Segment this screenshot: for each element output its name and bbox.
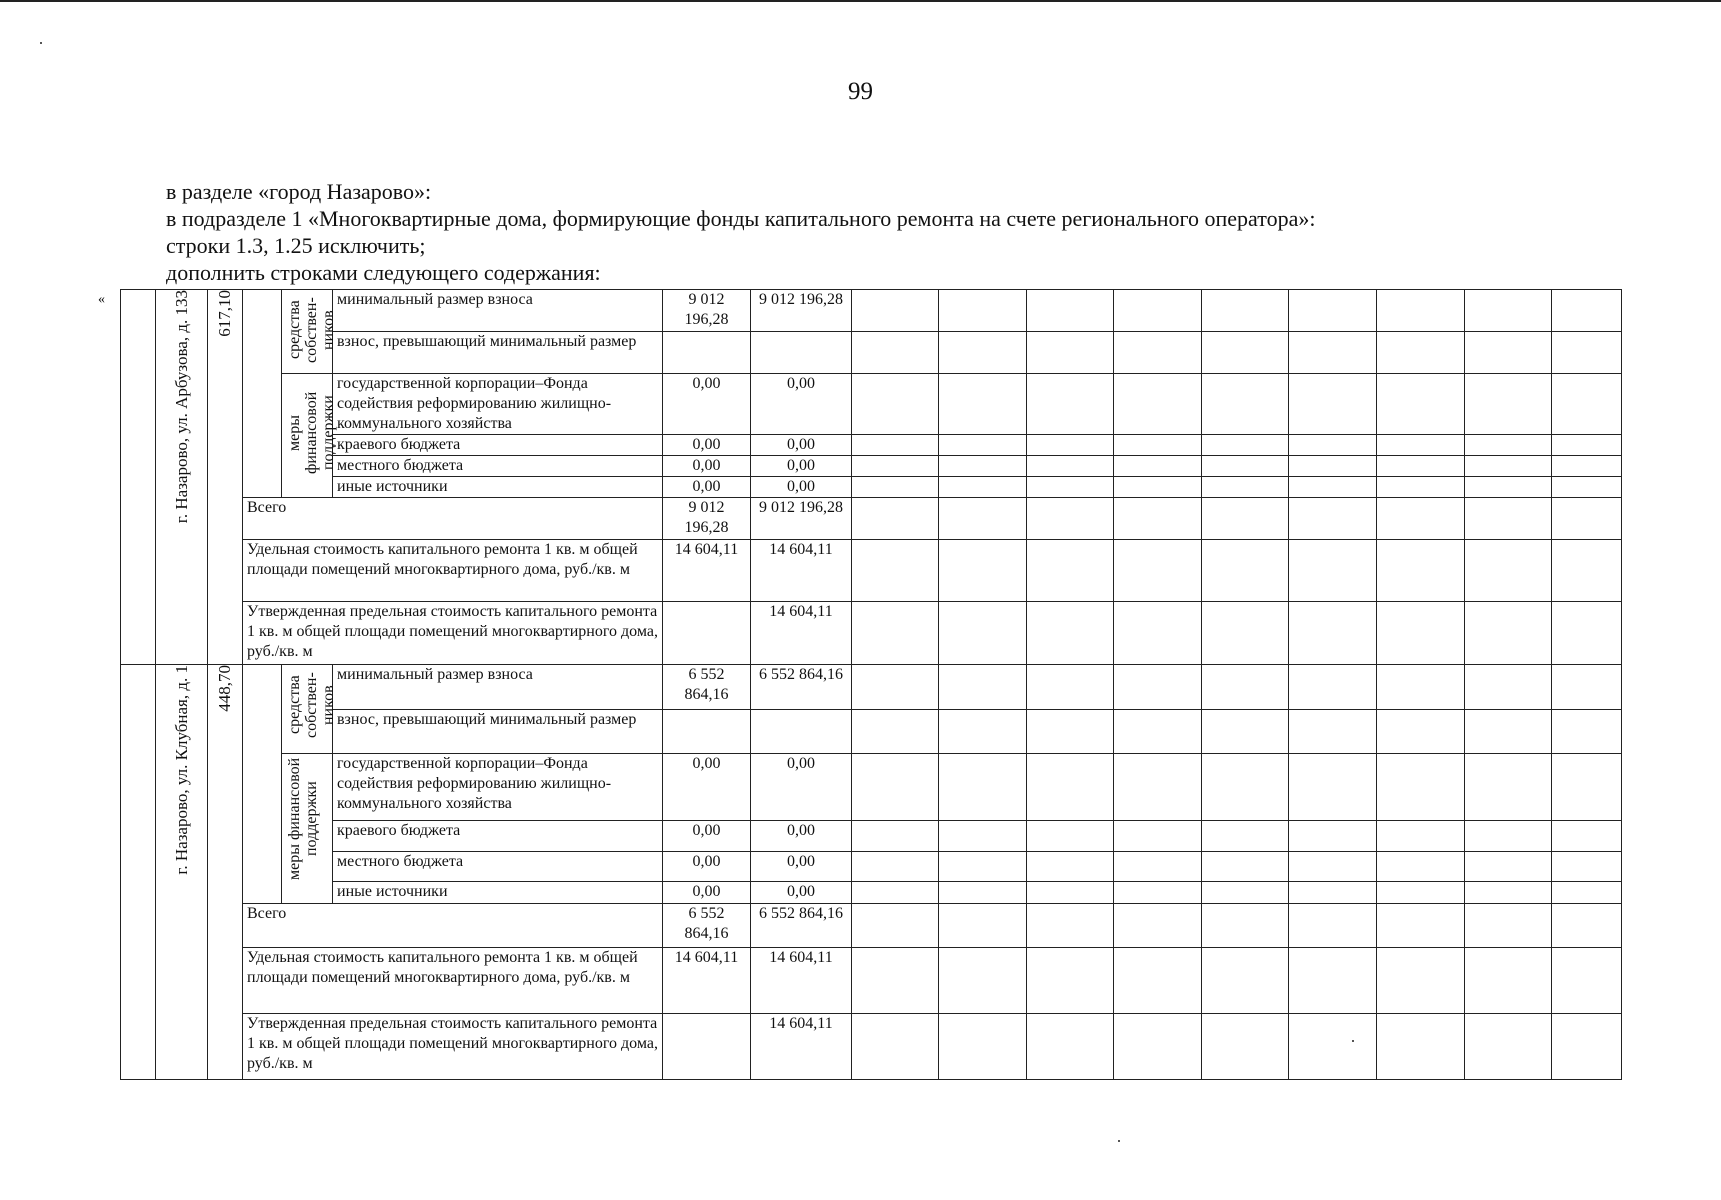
- value-cell: 14 604,11: [751, 602, 852, 665]
- scan-dot: [40, 42, 42, 44]
- value-cell: 0,00: [751, 374, 852, 435]
- empty-cell: [852, 821, 939, 852]
- empty-cell: [852, 1014, 939, 1080]
- empty-cell: [939, 456, 1027, 477]
- empty-cell: [1114, 290, 1202, 332]
- empty-cell: [1377, 540, 1465, 602]
- table-row: [121, 477, 1622, 498]
- empty-cell: [1027, 602, 1114, 665]
- empty-cell: [1202, 852, 1289, 882]
- row-label: Всего: [243, 498, 663, 540]
- empty-cell: [1114, 374, 1202, 435]
- page-number: 99: [848, 78, 873, 105]
- support-measures-group: меры финансовой поддержки: [282, 374, 333, 498]
- empty-cell: [1202, 498, 1289, 540]
- table-row: [121, 904, 1622, 948]
- empty-cell: [1289, 904, 1377, 948]
- empty-cell: [939, 665, 1027, 710]
- house-address: г. Назарово, ул. Клубная, д. 1: [156, 665, 208, 1080]
- empty-cell: [1202, 477, 1289, 498]
- empty-cell: [852, 374, 939, 435]
- empty-cell: [1114, 821, 1202, 852]
- house-area: 448,70: [208, 665, 243, 1080]
- empty-cell: [1027, 477, 1114, 498]
- empty-cell: [1552, 540, 1622, 602]
- table-row: [121, 290, 1622, 332]
- row-label: иные источники: [333, 882, 663, 904]
- empty-cell: [1377, 665, 1465, 710]
- row-label: Утвержденная предельная стоимость капитального ремонта 1 кв. м общей площади помещений многоквартирного дома, руб./кв. м: [243, 1014, 663, 1080]
- empty-cell: [1465, 665, 1552, 710]
- empty-cell: [1465, 435, 1552, 456]
- empty-cell: [1289, 948, 1377, 1014]
- empty-cell: [1289, 754, 1377, 821]
- empty-cell: [1552, 332, 1622, 374]
- value-cell: 0,00: [751, 852, 852, 882]
- value-cell: 0,00: [751, 821, 852, 852]
- open-quote-mark: «: [98, 292, 105, 307]
- empty-cell: [1202, 290, 1289, 332]
- empty-cell: [1027, 821, 1114, 852]
- empty-cell: [1377, 498, 1465, 540]
- empty-cell: [1377, 1014, 1465, 1080]
- value-cell: 14 604,11: [751, 540, 852, 602]
- value-cell: 0,00: [751, 754, 852, 821]
- value-cell: [663, 602, 751, 665]
- table-row: [121, 332, 1622, 374]
- row-label: государственной корпорации–Фонда содействия реформированию жилищно-коммунального хозяйства: [333, 754, 663, 821]
- empty-cell: [1552, 710, 1622, 754]
- value-cell: 0,00: [751, 456, 852, 477]
- empty-cell: [852, 602, 939, 665]
- value-cell: 9 012 196,28: [751, 498, 852, 540]
- empty-cell: [1377, 435, 1465, 456]
- empty-cell: [1289, 852, 1377, 882]
- empty-cell: [939, 882, 1027, 904]
- value-cell: 6 552 864,16: [751, 904, 852, 948]
- empty-cell: [1289, 882, 1377, 904]
- empty-cell: [1027, 435, 1114, 456]
- empty-cell: [939, 498, 1027, 540]
- value-cell: 0,00: [663, 477, 751, 498]
- empty-cell: [1377, 710, 1465, 754]
- empty-cell: [1027, 456, 1114, 477]
- row-label: Удельная стоимость капитального ремонта 1 кв. м общей площади помещений многоквартирного дома, руб./кв. м: [243, 540, 663, 602]
- empty-cell: [1377, 821, 1465, 852]
- empty-cell: [939, 852, 1027, 882]
- empty-cell: [1552, 456, 1622, 477]
- value-cell: 0,00: [751, 882, 852, 904]
- empty-cell: [1027, 332, 1114, 374]
- table-row: [121, 374, 1622, 435]
- empty-cell: [1114, 435, 1202, 456]
- row-label: Удельная стоимость капитального ремонта 1 кв. м общей площади помещений многоквартирного дома, руб./кв. м: [243, 948, 663, 1014]
- empty-cell: [1552, 1014, 1622, 1080]
- value-cell: 0,00: [751, 477, 852, 498]
- empty-cell: [1377, 948, 1465, 1014]
- empty-cell: [1202, 948, 1289, 1014]
- house-area: 617,10: [208, 290, 243, 665]
- row-label: Утвержденная предельная стоимость капитального ремонта 1 кв. м общей площади помещений многоквартирного дома, руб./кв. м: [243, 602, 663, 665]
- owners-funds-group: средства собствен- ников: [282, 290, 333, 374]
- empty-cell: [1377, 374, 1465, 435]
- empty-cell: [1114, 882, 1202, 904]
- value-cell: 0,00: [663, 821, 751, 852]
- value-cell: 9 012 196,28: [663, 498, 751, 540]
- empty-cell: [1377, 456, 1465, 477]
- value-cell: 6 552 864,16: [751, 665, 852, 710]
- empty-cell: [1552, 477, 1622, 498]
- empty-cell: [1114, 904, 1202, 948]
- empty-cell: [1202, 882, 1289, 904]
- empty-cell: [1027, 948, 1114, 1014]
- table-row: [121, 882, 1622, 904]
- table-row: [121, 1014, 1622, 1080]
- empty-cell: [1289, 290, 1377, 332]
- empty-cell: [1202, 665, 1289, 710]
- value-cell: [663, 1014, 751, 1080]
- empty-cell: [1027, 498, 1114, 540]
- empty-cell: [1465, 332, 1552, 374]
- value-cell: 14 604,11: [751, 1014, 852, 1080]
- intro-line: дополнить строками следующего содержания:: [166, 260, 601, 285]
- empty-cell: [1377, 904, 1465, 948]
- empty-cell: [1114, 540, 1202, 602]
- table-row: [121, 498, 1622, 540]
- empty-cell: [1465, 540, 1552, 602]
- empty-cell: [1289, 477, 1377, 498]
- empty-cell: [852, 435, 939, 456]
- empty-cell: [1202, 1014, 1289, 1080]
- empty-cell: [1552, 665, 1622, 710]
- empty-cell: [1202, 602, 1289, 665]
- empty-cell: [939, 435, 1027, 456]
- empty-cell: [1114, 852, 1202, 882]
- empty-cell: [852, 665, 939, 710]
- empty-cell: [1027, 852, 1114, 882]
- empty-cell: [1202, 904, 1289, 948]
- empty-cell: [1377, 290, 1465, 332]
- empty-cell: [1027, 754, 1114, 821]
- empty-cell: [1465, 948, 1552, 1014]
- empty-cell: [939, 710, 1027, 754]
- empty-cell: [1289, 1014, 1377, 1080]
- empty-cell: [1289, 374, 1377, 435]
- value-cell: 0,00: [663, 882, 751, 904]
- empty-cell: [939, 821, 1027, 852]
- table-row: [121, 665, 1622, 710]
- empty-cell: [1289, 498, 1377, 540]
- row-label: краевого бюджета: [333, 435, 663, 456]
- empty-cell: [852, 852, 939, 882]
- empty-cell: [1552, 852, 1622, 882]
- table-row: [121, 710, 1622, 754]
- empty-cell: [1202, 821, 1289, 852]
- table-row: [121, 821, 1622, 852]
- empty-cell: [1552, 435, 1622, 456]
- empty-cell: [852, 540, 939, 602]
- empty-cell: [1465, 498, 1552, 540]
- row-label: государственной корпорации–Фонда содействия реформированию жилищно-коммунального хозяйства: [333, 374, 663, 435]
- empty-cell: [1202, 435, 1289, 456]
- empty-cell: [939, 602, 1027, 665]
- empty-cell: [852, 332, 939, 374]
- empty-cell: [1289, 435, 1377, 456]
- row-label: взнос, превышающий минимальный размер: [333, 332, 663, 374]
- empty-cell: [1465, 882, 1552, 904]
- empty-cell: [1289, 710, 1377, 754]
- empty-cell: [1465, 477, 1552, 498]
- empty-cell: [939, 332, 1027, 374]
- empty-cell: [852, 456, 939, 477]
- value-cell: [751, 710, 852, 754]
- value-cell: 0,00: [751, 435, 852, 456]
- empty-cell: [1202, 540, 1289, 602]
- empty-cell: [1027, 374, 1114, 435]
- row-label: местного бюджета: [333, 852, 663, 882]
- empty-cell: [1027, 540, 1114, 602]
- empty-cell: [1377, 754, 1465, 821]
- support-measures-group: меры финансовой поддержки: [282, 754, 333, 904]
- empty-cell: [1289, 540, 1377, 602]
- empty-cell: [1027, 904, 1114, 948]
- empty-cell: [1202, 754, 1289, 821]
- empty-cell: [1114, 332, 1202, 374]
- row-label: взнос, превышающий минимальный размер: [333, 710, 663, 754]
- empty-cell: [939, 540, 1027, 602]
- table-row: [121, 948, 1622, 1014]
- empty-cell: [1289, 332, 1377, 374]
- value-cell: 0,00: [663, 754, 751, 821]
- empty-cell: [1377, 602, 1465, 665]
- empty-cell: [1027, 710, 1114, 754]
- empty-cell: [1202, 710, 1289, 754]
- empty-cell: [1552, 290, 1622, 332]
- row-label: местного бюджета: [333, 456, 663, 477]
- empty-cell: [1027, 665, 1114, 710]
- empty-cell: [1114, 665, 1202, 710]
- row-label: иные источники: [333, 477, 663, 498]
- empty-cell: [1465, 374, 1552, 435]
- blank-cell: [121, 665, 156, 1080]
- value-cell: 0,00: [663, 852, 751, 882]
- empty-cell: [939, 1014, 1027, 1080]
- empty-cell: [1552, 754, 1622, 821]
- empty-cell: [1377, 852, 1465, 882]
- table-row: [121, 540, 1622, 602]
- empty-cell: [1114, 477, 1202, 498]
- empty-cell: [852, 882, 939, 904]
- blank-cell: [243, 290, 282, 498]
- empty-cell: [1289, 456, 1377, 477]
- top-edge-line: [0, 0, 1721, 2]
- empty-cell: [852, 290, 939, 332]
- value-cell: 9 012 196,28: [663, 290, 751, 332]
- scan-dot: [1118, 1140, 1120, 1142]
- value-cell: 14 604,11: [663, 540, 751, 602]
- empty-cell: [1465, 290, 1552, 332]
- intro-line: строки 1.3, 1.25 исключить;: [166, 233, 426, 258]
- value-cell: 0,00: [663, 374, 751, 435]
- empty-cell: [939, 754, 1027, 821]
- empty-cell: [1377, 477, 1465, 498]
- empty-cell: [852, 948, 939, 1014]
- blank-cell: [243, 665, 282, 904]
- empty-cell: [1202, 374, 1289, 435]
- empty-cell: [1552, 948, 1622, 1014]
- empty-cell: [1202, 332, 1289, 374]
- empty-cell: [1465, 904, 1552, 948]
- intro-line: в разделе «город Назарово»:: [166, 179, 432, 204]
- empty-cell: [1552, 882, 1622, 904]
- empty-cell: [1027, 882, 1114, 904]
- owners-funds-group: средства собствен- ников: [282, 665, 333, 754]
- value-cell: 14 604,11: [663, 948, 751, 1014]
- empty-cell: [1289, 665, 1377, 710]
- empty-cell: [1552, 498, 1622, 540]
- empty-cell: [1465, 821, 1552, 852]
- empty-cell: [852, 710, 939, 754]
- value-cell: 0,00: [663, 435, 751, 456]
- empty-cell: [1202, 456, 1289, 477]
- value-cell: [663, 332, 751, 374]
- house-address: г. Назарово, ул. Арбузова, д. 133: [156, 290, 208, 665]
- empty-cell: [939, 374, 1027, 435]
- empty-cell: [1465, 456, 1552, 477]
- table-row: [121, 456, 1622, 477]
- row-label: Всего: [243, 904, 663, 948]
- empty-cell: [1465, 852, 1552, 882]
- row-label: минимальный размер взноса: [333, 290, 663, 332]
- intro-line: в подразделе 1 «Многоквартирные дома, формирующие фонды капитального ремонта на счете регионального оператора»:: [166, 206, 1316, 231]
- empty-cell: [852, 904, 939, 948]
- intro-text: [166, 178, 1315, 286]
- empty-cell: [1027, 290, 1114, 332]
- blank-cell: [121, 290, 156, 665]
- empty-cell: [1552, 904, 1622, 948]
- value-cell: 6 552 864,16: [663, 904, 751, 948]
- table-row: [121, 754, 1622, 821]
- empty-cell: [1114, 754, 1202, 821]
- value-cell: 0,00: [663, 456, 751, 477]
- empty-cell: [1289, 821, 1377, 852]
- empty-cell: [1114, 1014, 1202, 1080]
- value-cell: [751, 332, 852, 374]
- empty-cell: [852, 477, 939, 498]
- table-row: [121, 435, 1622, 456]
- empty-cell: [1114, 710, 1202, 754]
- empty-cell: [1552, 602, 1622, 665]
- row-label: минимальный размер взноса: [333, 665, 663, 710]
- empty-cell: [1114, 602, 1202, 665]
- empty-cell: [1377, 882, 1465, 904]
- value-cell: [663, 710, 751, 754]
- empty-cell: [1114, 498, 1202, 540]
- empty-cell: [1552, 374, 1622, 435]
- table-row: [121, 852, 1622, 882]
- empty-cell: [939, 477, 1027, 498]
- empty-cell: [1377, 332, 1465, 374]
- empty-cell: [852, 498, 939, 540]
- row-label: краевого бюджета: [333, 821, 663, 852]
- value-cell: 9 012 196,28: [751, 290, 852, 332]
- empty-cell: [1114, 948, 1202, 1014]
- value-cell: 14 604,11: [751, 948, 852, 1014]
- empty-cell: [939, 948, 1027, 1014]
- empty-cell: [1114, 456, 1202, 477]
- empty-cell: [1289, 602, 1377, 665]
- empty-cell: [1465, 1014, 1552, 1080]
- empty-cell: [1465, 602, 1552, 665]
- empty-cell: [939, 290, 1027, 332]
- value-cell: 6 552 864,16: [663, 665, 751, 710]
- empty-cell: [939, 904, 1027, 948]
- empty-cell: [1465, 710, 1552, 754]
- table-row: [121, 602, 1622, 665]
- empty-cell: [1465, 754, 1552, 821]
- housing-table: [120, 289, 1622, 1080]
- empty-cell: [1027, 1014, 1114, 1080]
- empty-cell: [852, 754, 939, 821]
- empty-cell: [1552, 821, 1622, 852]
